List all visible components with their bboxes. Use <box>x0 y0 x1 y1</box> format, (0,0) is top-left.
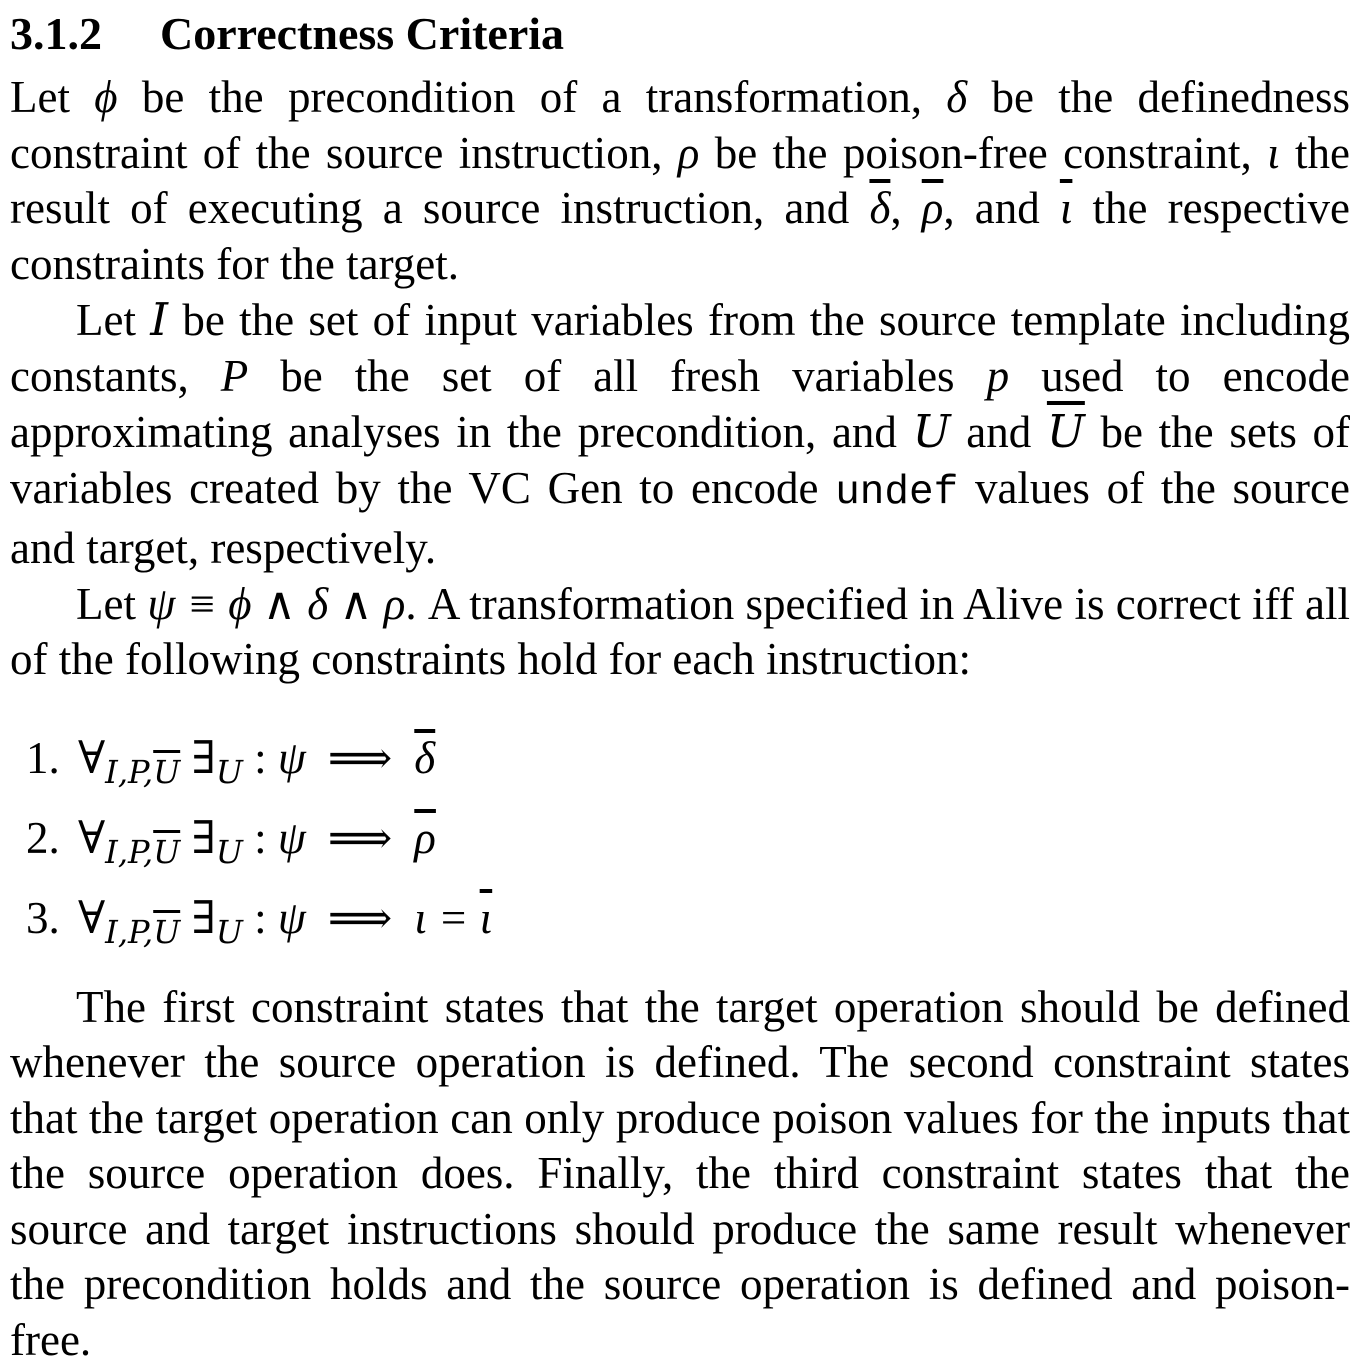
math-rho-bar: $\overline{\rho}$ <box>921 183 944 233</box>
text-run: values of the source and target, respectively. <box>10 462 1350 573</box>
section-number: 3.1.2 <box>10 8 102 59</box>
text-run: be the definedness constraint of the source instruction, <box>10 72 1350 178</box>
implies-symbol: ⟹ <box>327 732 393 783</box>
constraint-rhs: $\overline{\delta}$ <box>414 732 436 783</box>
implies-symbol: ⟹ <box>327 892 393 943</box>
text-run: Let <box>10 72 95 122</box>
exists-subscript: U <box>215 912 243 951</box>
text-run: the result of executing a source instruction, and <box>10 127 1350 233</box>
constraint-rhs: $\overline{\rho}$ <box>414 812 436 863</box>
forall-subscript: I,P, <box>105 912 154 951</box>
text-run: . A transformation specified in Alive is correct iff all of the following constraints hold for each instruction: <box>10 578 1351 684</box>
text-run: be the sets of variables created by the VC Gen to encode <box>10 407 1351 513</box>
math-iota: ι <box>1267 127 1280 178</box>
math-delta: δ <box>946 72 968 122</box>
forall-subscript-bar: $\overline{U}$ <box>153 912 181 951</box>
constraint-item <box>10 718 1350 798</box>
math-set-P: P <box>220 350 249 401</box>
text-run: be the precondition of a transformation, <box>117 72 947 122</box>
forall-subscript: I,P, <box>105 832 154 871</box>
constraint-rhs: ι = <box>414 892 480 943</box>
exists-subscript: U <box>215 752 243 791</box>
math-set-I: I <box>150 293 169 346</box>
text-run: the respective constraints for the target. <box>10 183 1351 289</box>
section-title: Correctness Criteria <box>160 8 565 59</box>
code-undef: undef <box>835 469 959 516</box>
math-rho: ρ <box>677 127 700 178</box>
constraint-index: 1. <box>26 732 60 783</box>
exists-subscript: U <box>215 832 243 871</box>
forall-symbol: ∀ <box>78 732 106 783</box>
forall-subscript-bar: $\overline{U}$ <box>153 832 181 871</box>
text-run: , and <box>943 183 1060 233</box>
text-run: be the set of input variables from the source template including constants, <box>10 295 1350 401</box>
math-psi: ψ <box>277 812 306 863</box>
text-run: used to encode approximating analyses in the precondition, and <box>10 350 1350 457</box>
text-run: be the poison-free constraint, <box>699 127 1268 178</box>
paragraph-definitions <box>10 70 1350 292</box>
text-run: Let <box>76 578 148 629</box>
math-phi: ϕ <box>94 72 118 122</box>
constraint-index: 2. <box>26 812 60 863</box>
text-run: , <box>890 183 922 233</box>
paragraph-correctness <box>10 577 1350 688</box>
text-run: Let <box>76 295 151 345</box>
math-psi: ψ <box>277 892 306 943</box>
section-heading <box>10 6 1350 62</box>
math-iota-bar: $\overline{\iota}$ <box>1059 183 1073 233</box>
math-set-U-bar: $\overline{U}$ <box>1046 405 1085 458</box>
constraint-rhs-bar: $\overline{\iota}$ <box>479 892 493 943</box>
forall-symbol: ∀ <box>78 892 106 943</box>
math-psi: ψ <box>277 732 306 783</box>
colon: : <box>242 892 278 943</box>
constraint-item <box>10 878 1350 958</box>
constraint-item <box>10 798 1350 878</box>
exists-symbol: ∃ <box>191 812 216 863</box>
math-set-U: U <box>912 405 951 458</box>
constraint-index: 3. <box>26 892 60 943</box>
paper-page <box>0 6 1360 1368</box>
colon: : <box>242 812 278 863</box>
exists-symbol: ∃ <box>191 732 216 783</box>
implies-symbol: ⟹ <box>327 812 393 863</box>
paragraph-explanation: The first constraint states that the target operation should be defined whenever the source operation is defined. The second constraint states that the target operation can only produce poison values for the inputs that the source operation does. Finally, the third constraint states that the source and target instructions should produce the same result whenever the precondition holds and the source operation is defined and poison-free. <box>10 981 1350 1365</box>
math-psi-definition: ψ ≡ ϕ ∧ δ ∧ ρ <box>147 578 406 629</box>
math-delta-bar: $\overline{\delta}$ <box>869 183 891 233</box>
text-run: and <box>950 407 1047 457</box>
constraint-list <box>10 718 1350 958</box>
forall-symbol: ∀ <box>78 812 106 863</box>
forall-subscript: I,P, <box>105 752 154 791</box>
math-var-p: p <box>986 350 1010 401</box>
colon: : <box>242 732 278 783</box>
text-run: be the set of all fresh variables <box>248 350 987 401</box>
forall-subscript-bar: $\overline{U}$ <box>153 752 181 791</box>
exists-symbol: ∃ <box>191 892 216 943</box>
paragraph-variables <box>10 292 1350 577</box>
